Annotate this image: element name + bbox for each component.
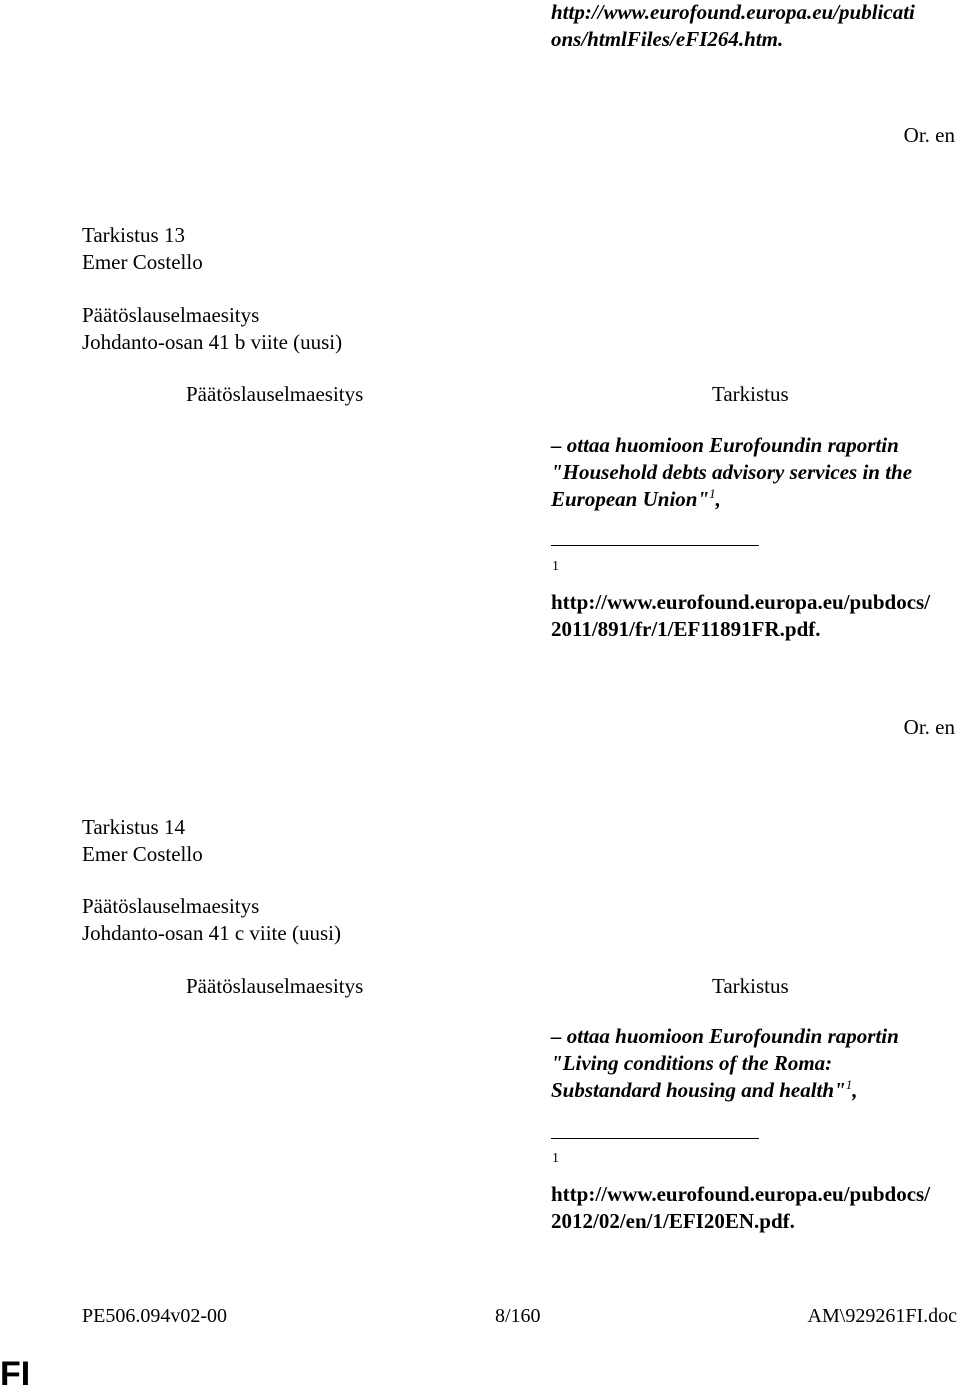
footnote-link-line-1: http://www.eurofound.europa.eu/pubdocs/ — [551, 1182, 931, 1206]
footnote-separator — [551, 1138, 759, 1139]
amendment-text-tail: , — [715, 487, 721, 511]
amendment-reference: Johdanto-osan 41 c viite (uusi) — [82, 921, 341, 945]
footnote-number: 1 — [552, 559, 559, 574]
footnote-ref: 1 — [709, 486, 716, 501]
amendment-author: Emer Costello — [82, 250, 203, 274]
amendment-number: Tarkistus 13 — [82, 223, 185, 247]
amendment-text-tail: , — [852, 1078, 858, 1102]
original-language: Or. en — [903, 715, 955, 739]
footer-file-name: AM\929261FI.doc — [807, 1305, 957, 1327]
language-code: FI — [0, 1355, 31, 1393]
footer-page-number: 8/160 — [495, 1305, 541, 1327]
amendment-number: Tarkistus 14 — [82, 815, 185, 839]
amendment-text-line-3 — [551, 486, 956, 513]
column-header-motion: Päätöslauselmaesitys — [186, 974, 364, 998]
original-language: Or. en — [903, 123, 955, 147]
amendment-text-line-2: "Household debts advisory services in the — [551, 460, 913, 484]
footnote-ref: 1 — [845, 1077, 853, 1092]
amendment-text-line-3 — [551, 1077, 956, 1104]
footnote-link-line-2: 2012/02/en/1/EFI20EN.pdf. — [551, 1209, 795, 1233]
top-link-line-2: ons/htmlFiles/eFI264.htm. — [551, 27, 784, 51]
column-header-amendment: Tarkistus — [712, 382, 789, 406]
footer-document-ref: PE506.094v02-00 — [82, 1305, 227, 1327]
amendment-text-line-2: "Living conditions of the Roma: — [551, 1051, 833, 1075]
document-type: Päätöslauselmaesitys — [82, 894, 260, 918]
column-header-motion: Päätöslauselmaesitys — [186, 382, 364, 406]
column-header-amendment: Tarkistus — [712, 974, 789, 998]
footnote-link-line-1: http://www.eurofound.europa.eu/pubdocs/ — [551, 590, 931, 614]
top-link-line-1: http://www.eurofound.europa.eu/publicati — [551, 0, 915, 24]
footnote-separator — [551, 545, 759, 546]
footnote-link-line-2: 2011/891/fr/1/EF11891FR.pdf. — [551, 617, 821, 641]
document-type: Päätöslauselmaesitys — [82, 303, 260, 327]
footnote-number: 1 — [552, 1151, 559, 1166]
amendment-text-line-1: – ottaa huomioon Eurofoundin raportin — [551, 1024, 899, 1048]
amendment-text-line-1: – ottaa huomioon Eurofoundin raportin — [551, 433, 899, 457]
amendment-text-line-3-body: Substandard housing and health" — [551, 1078, 846, 1102]
amendment-text-line-3-body: European Union" — [551, 487, 710, 511]
amendment-author: Emer Costello — [82, 842, 203, 866]
amendment-reference: Johdanto-osan 41 b viite (uusi) — [82, 330, 343, 354]
